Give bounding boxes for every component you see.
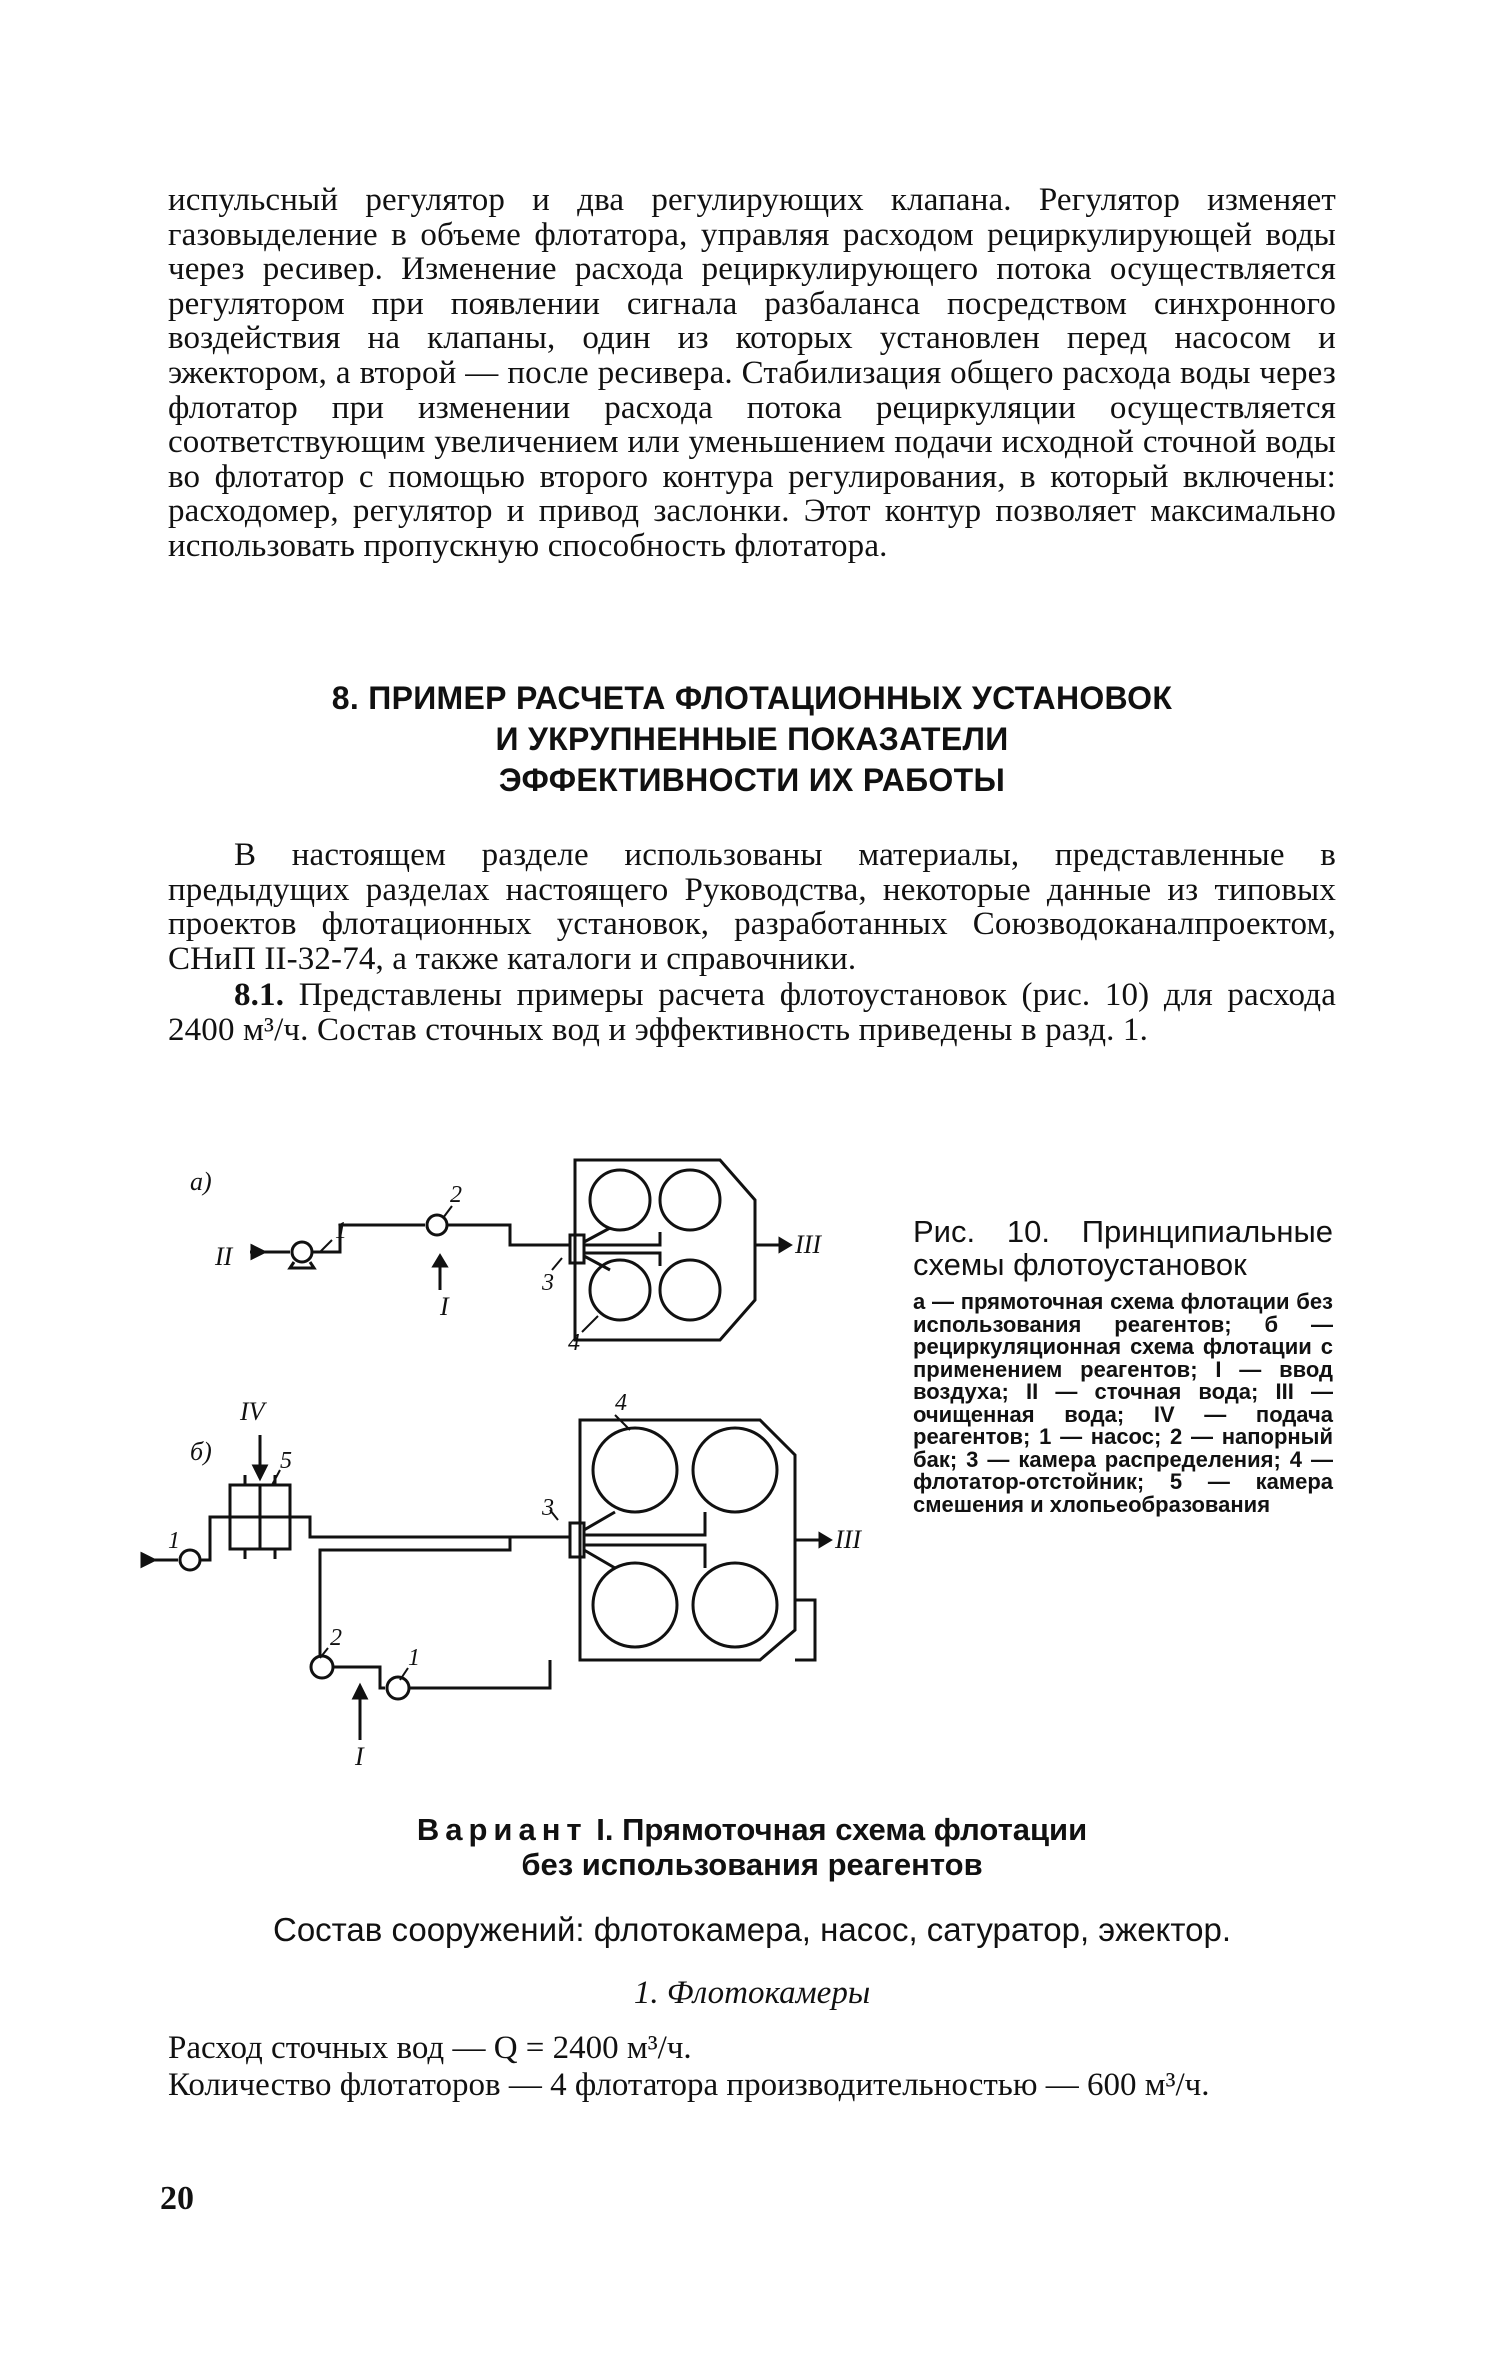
label-b-I: I xyxy=(355,1742,364,1771)
paragraph-number: 8.1. xyxy=(234,977,285,1013)
figure-caption xyxy=(913,1215,1333,1516)
pressure-tank-b xyxy=(311,1656,333,1678)
recirculation-outlet-b xyxy=(795,1600,815,1660)
section-heading-line-2: И УКРУПНЕННЫЕ ПОКАЗАТЕЛИ xyxy=(495,721,1009,757)
air-inlet-b-arrow xyxy=(354,1686,366,1698)
flotator-a-4 xyxy=(660,1260,720,1320)
distribution-chamber-a xyxy=(570,1235,584,1263)
section-heading-line-1: 8. ПРИМЕР РАСЧЕТА ФЛОТАЦИОННЫХ УСТАНОВОК xyxy=(331,680,1173,716)
pump-b-1 xyxy=(180,1550,200,1570)
label-a-3: 3 xyxy=(542,1270,554,1296)
variant-title-1: I. Прямоточная схема флотации xyxy=(596,1812,1088,1847)
flotator-a-2 xyxy=(660,1170,720,1230)
calc-line-1: Расход сточных вод — Q = 2400 м³/ч. xyxy=(168,2030,692,2066)
subheading-flotation-chambers: 1. Флотокамеры xyxy=(633,1975,871,2011)
flotator-b-1 xyxy=(593,1428,677,1512)
panel-b-label: б) xyxy=(190,1437,212,1466)
distribution-pipes-b xyxy=(584,1512,705,1568)
section-paragraph-1: В настоящем разделе использованы материалы, представленные в предыдущих разделах настоящего Руководства, некоторые данные из типовых проектов флотационных установок, разработанных Союзводоканалпроектом, СНиП II-32-74, а также каталоги и справочники. xyxy=(168,837,1336,977)
label-b-pump-1: 1 xyxy=(408,1645,420,1671)
inlet-arrow-b xyxy=(142,1554,154,1566)
label-b-3: 3 xyxy=(542,1495,554,1521)
pipe-b-main xyxy=(200,1517,570,1560)
outlet-arrow-a xyxy=(780,1239,790,1251)
pump-a xyxy=(292,1242,312,1262)
panel-a-label: а) xyxy=(190,1167,212,1196)
label-b-2: 2 xyxy=(330,1625,342,1651)
flotator-b-2 xyxy=(693,1428,777,1512)
flotation-schemes-diagram xyxy=(168,1140,890,1780)
pipe-a-1 xyxy=(312,1225,425,1252)
figure-caption-title: Рис. 10. Принципиальные схемы флотоустановок xyxy=(913,1214,1333,1282)
section-heading xyxy=(168,678,1336,801)
flotator-b-3 xyxy=(593,1563,677,1647)
flotator-b-4 xyxy=(693,1563,777,1647)
variant-heading-line-1 xyxy=(168,1812,1336,1847)
label-b-IV: IV xyxy=(240,1397,265,1426)
label-b-1: 1 xyxy=(168,1528,180,1554)
label-a-1: 1 xyxy=(335,1218,347,1244)
leader-lines-b xyxy=(272,1415,630,1680)
calculation-block xyxy=(168,2030,1336,2104)
variant-heading xyxy=(168,1812,1336,1882)
distribution-chamber-b xyxy=(570,1523,584,1557)
label-a-4: 4 xyxy=(568,1330,580,1356)
label-a-2: 2 xyxy=(450,1182,462,1208)
label-b-III: III xyxy=(835,1525,861,1554)
page-number: 20 xyxy=(160,2180,194,2217)
mixing-chamber-b-divider xyxy=(230,1485,290,1549)
label-a-II: II xyxy=(215,1242,233,1271)
section-heading-line-3: ЭФФЕКТИВНОСТИ ИХ РАБОТЫ xyxy=(498,762,1006,798)
distribution-pipes-a xyxy=(584,1228,660,1270)
flotator-a-3 xyxy=(590,1260,650,1320)
label-a-I: I xyxy=(440,1292,449,1321)
flotator-a-1 xyxy=(590,1170,650,1230)
reagent-inlet-b-arrow xyxy=(254,1466,266,1478)
panel-b-scheme xyxy=(142,1415,830,1740)
label-b-5: 5 xyxy=(280,1448,292,1474)
inlet-arrow-a xyxy=(252,1246,264,1258)
variant-heading-line-2: без использования реагентов xyxy=(521,1847,983,1882)
panel-a-scheme xyxy=(250,1160,790,1340)
paragraph-2-text: Представлены примеры расчета флотоустановок (рис. 10) для расхода 2400 м³/ч. Состав сточных вод и эффективность приведены в разд. 1. xyxy=(168,977,1336,1048)
variant-prefix: Вариант xyxy=(416,1812,588,1847)
outlet-arrow-b xyxy=(820,1534,830,1546)
air-inlet-a-arrow xyxy=(434,1256,446,1266)
calc-line-2: Количество флотаторов — 4 флотатора производительностью — 600 м³/ч. xyxy=(168,2067,1210,2103)
label-b-4: 4 xyxy=(615,1390,627,1416)
label-a-III: III xyxy=(795,1230,821,1259)
pipe-a-2 xyxy=(447,1225,570,1245)
composition-line: Состав сооружений: флотокамера, насос, сатуратор, эжектор. xyxy=(273,1911,1231,1948)
intro-paragraph: испульсный регулятор и два регулирующих клапана. Регулятор изменяет газовыделение в объеме флотатора, управляя расходом рециркулирующей воды через ресивер. Изменение расхода рециркулирующего потока осуществляется регулятором при появлении сигнала разбаланса посредством синхронного воздействия на клапаны, один из которых установлен перед насосом и эжектором, а второй — после ресивера. Стабилизация общего расхода воды через флотатор при изменении расхода потока рециркуляции осуществляется соответствующим увеличением или уменьшением подачи исходной сточной воды во флотатор с помощью второго контура регулирования, в который включены: расходомер, регулятор и привод заслонки. Этот контур позволяет максимально использовать пропускную способность флотатора. xyxy=(168,182,1336,564)
recirculation-pipe-b xyxy=(320,1537,510,1655)
pipe-b-return xyxy=(409,1660,550,1688)
section-paragraph-2 xyxy=(168,978,1336,1047)
figure-caption-legend: а — прямоточная схема флотации без использования реагентов; б — рециркуляционная схема флотации с применением реагентов; I — ввод воздуха; II — сточная вода; III — очищенная вода; IV — подача реагентов; 1 — насос; 2 — напорный бак; 3 — камера распределения; 4 — флотатор-отстойник; 5 — камера смешения и хлопьеобразования xyxy=(913,1289,1333,1517)
flotator-block-b xyxy=(580,1420,795,1660)
pump-b-2 xyxy=(387,1677,409,1699)
